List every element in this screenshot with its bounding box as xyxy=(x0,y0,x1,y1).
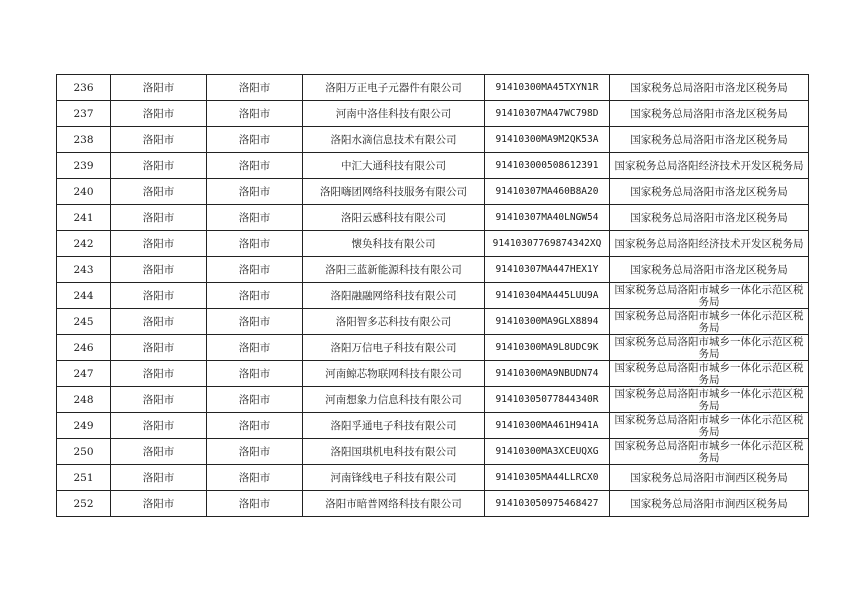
city-cell: 洛阳市 xyxy=(111,75,207,101)
district-cell: 洛阳市 xyxy=(207,101,303,127)
city-cell: 洛阳市 xyxy=(111,387,207,413)
credit-code-cell: 91410307MA40LNGW54 xyxy=(485,205,610,231)
tax-authority-cell: 国家税务总局洛阳市城乡一体化示范区税务局 xyxy=(610,439,809,465)
credit-code-cell: 91410307MA47WC798D xyxy=(485,101,610,127)
table-row xyxy=(57,413,809,439)
credit-code-cell: 91410305077844340R xyxy=(485,387,610,413)
credit-code-cell: 91410300MA9L8UDC9K xyxy=(485,335,610,361)
table-row xyxy=(57,127,809,153)
table-body xyxy=(57,75,809,517)
credit-code-cell: 91410300MA45TXYN1R xyxy=(485,75,610,101)
company-name-cell: 洛阳三蓝新能源科技有限公司 xyxy=(303,257,485,283)
enterprise-registry-table xyxy=(56,74,809,517)
serial-number-cell: 239 xyxy=(57,153,111,179)
credit-code-cell: 91410307MA460B8A20 xyxy=(485,179,610,205)
table-row xyxy=(57,465,809,491)
company-name-cell: 洛阳智多芯科技有限公司 xyxy=(303,309,485,335)
district-cell: 洛阳市 xyxy=(207,257,303,283)
serial-number-cell: 250 xyxy=(57,439,111,465)
table-row xyxy=(57,205,809,231)
city-cell: 洛阳市 xyxy=(111,257,207,283)
company-name-cell: 洛阳万正电子元器件有限公司 xyxy=(303,75,485,101)
city-cell: 洛阳市 xyxy=(111,153,207,179)
serial-number-cell: 248 xyxy=(57,387,111,413)
company-name-cell: 洛阳嗨团网络科技服务有限公司 xyxy=(303,179,485,205)
table-row xyxy=(57,439,809,465)
district-cell: 洛阳市 xyxy=(207,413,303,439)
district-cell: 洛阳市 xyxy=(207,387,303,413)
district-cell: 洛阳市 xyxy=(207,179,303,205)
table-row xyxy=(57,491,809,517)
serial-number-cell: 238 xyxy=(57,127,111,153)
table-row xyxy=(57,283,809,309)
district-cell: 洛阳市 xyxy=(207,127,303,153)
tax-authority-cell: 国家税务总局洛阳市城乡一体化示范区税务局 xyxy=(610,387,809,413)
table-row xyxy=(57,361,809,387)
tax-authority-cell: 国家税务总局洛阳市洛龙区税务局 xyxy=(610,127,809,153)
table-row xyxy=(57,257,809,283)
tax-authority-cell: 国家税务总局洛阳市洛龙区税务局 xyxy=(610,179,809,205)
tax-authority-cell: 国家税务总局洛阳市城乡一体化示范区税务局 xyxy=(610,335,809,361)
city-cell: 洛阳市 xyxy=(111,231,207,257)
table-row xyxy=(57,387,809,413)
serial-number-cell: 251 xyxy=(57,465,111,491)
district-cell: 洛阳市 xyxy=(207,465,303,491)
tax-authority-cell: 国家税务总局洛阳市城乡一体化示范区税务局 xyxy=(610,309,809,335)
company-name-cell: 河南锋线电子科技有限公司 xyxy=(303,465,485,491)
table-row xyxy=(57,231,809,257)
company-name-cell: 洛阳水滴信息技术有限公司 xyxy=(303,127,485,153)
credit-code-cell: 914103000508612391 xyxy=(485,153,610,179)
serial-number-cell: 249 xyxy=(57,413,111,439)
credit-code-cell: 91410307MA447HEX1Y xyxy=(485,257,610,283)
serial-number-cell: 237 xyxy=(57,101,111,127)
tax-authority-cell: 国家税务总局洛阳市洛龙区税务局 xyxy=(610,257,809,283)
table-row xyxy=(57,179,809,205)
city-cell: 洛阳市 xyxy=(111,361,207,387)
serial-number-cell: 240 xyxy=(57,179,111,205)
serial-number-cell: 243 xyxy=(57,257,111,283)
tax-authority-cell: 国家税务总局洛阳市城乡一体化示范区税务局 xyxy=(610,413,809,439)
district-cell: 洛阳市 xyxy=(207,75,303,101)
serial-number-cell: 247 xyxy=(57,361,111,387)
credit-code-cell: 914103050975468427 xyxy=(485,491,610,517)
table-row xyxy=(57,153,809,179)
city-cell: 洛阳市 xyxy=(111,127,207,153)
company-name-cell: 洛阳云感科技有限公司 xyxy=(303,205,485,231)
district-cell: 洛阳市 xyxy=(207,335,303,361)
serial-number-cell: 246 xyxy=(57,335,111,361)
city-cell: 洛阳市 xyxy=(111,491,207,517)
company-name-cell: 河南鲸芯物联网科技有限公司 xyxy=(303,361,485,387)
serial-number-cell: 242 xyxy=(57,231,111,257)
tax-authority-cell: 国家税务总局洛阳市城乡一体化示范区税务局 xyxy=(610,283,809,309)
credit-code-cell: 91410307769874342XQ xyxy=(485,231,610,257)
city-cell: 洛阳市 xyxy=(111,439,207,465)
company-name-cell: 洛阳国琪机电科技有限公司 xyxy=(303,439,485,465)
table-row xyxy=(57,309,809,335)
tax-authority-cell: 国家税务总局洛阳市涧西区税务局 xyxy=(610,465,809,491)
company-name-cell: 洛阳万信电子科技有限公司 xyxy=(303,335,485,361)
company-name-cell: 洛阳融融网络科技有限公司 xyxy=(303,283,485,309)
credit-code-cell: 91410300MA461H941A xyxy=(485,413,610,439)
company-name-cell: 懐奂科技有限公司 xyxy=(303,231,485,257)
tax-authority-cell: 国家税务总局洛阳市城乡一体化示范区税务局 xyxy=(610,361,809,387)
company-name-cell: 河南想象力信息科技有限公司 xyxy=(303,387,485,413)
company-name-cell: 洛阳市暗普网络科技有限公司 xyxy=(303,491,485,517)
serial-number-cell: 244 xyxy=(57,283,111,309)
company-name-cell: 洛阳孚通电子科技有限公司 xyxy=(303,413,485,439)
district-cell: 洛阳市 xyxy=(207,361,303,387)
city-cell: 洛阳市 xyxy=(111,465,207,491)
district-cell: 洛阳市 xyxy=(207,153,303,179)
city-cell: 洛阳市 xyxy=(111,335,207,361)
tax-authority-cell: 国家税务总局洛阳市涧西区税务局 xyxy=(610,491,809,517)
credit-code-cell: 91410300MA9NBUDN74 xyxy=(485,361,610,387)
company-name-cell: 河南中洛佳科技有限公司 xyxy=(303,101,485,127)
city-cell: 洛阳市 xyxy=(111,283,207,309)
district-cell: 洛阳市 xyxy=(207,283,303,309)
city-cell: 洛阳市 xyxy=(111,413,207,439)
table-row xyxy=(57,335,809,361)
tax-authority-cell: 国家税务总局洛阳市洛龙区税务局 xyxy=(610,101,809,127)
credit-code-cell: 91410304MA445LUU9A xyxy=(485,283,610,309)
serial-number-cell: 252 xyxy=(57,491,111,517)
tax-authority-cell: 国家税务总局洛阳市洛龙区税务局 xyxy=(610,75,809,101)
tax-authority-cell: 国家税务总局洛阳经济技术开发区税务局 xyxy=(610,153,809,179)
city-cell: 洛阳市 xyxy=(111,205,207,231)
table-row xyxy=(57,101,809,127)
district-cell: 洛阳市 xyxy=(207,491,303,517)
credit-code-cell: 91410300MA9GLX8894 xyxy=(485,309,610,335)
city-cell: 洛阳市 xyxy=(111,101,207,127)
credit-code-cell: 91410300MA3XCEUQXG xyxy=(485,439,610,465)
serial-number-cell: 245 xyxy=(57,309,111,335)
credit-code-cell: 91410300MA9M2QK53A xyxy=(485,127,610,153)
tax-authority-cell: 国家税务总局洛阳市洛龙区税务局 xyxy=(610,205,809,231)
company-name-cell: 中汇大通科技有限公司 xyxy=(303,153,485,179)
city-cell: 洛阳市 xyxy=(111,179,207,205)
district-cell: 洛阳市 xyxy=(207,231,303,257)
table-row xyxy=(57,75,809,101)
tax-authority-cell: 国家税务总局洛阳经济技术开发区税务局 xyxy=(610,231,809,257)
serial-number-cell: 236 xyxy=(57,75,111,101)
credit-code-cell: 91410305MA44LLRCX0 xyxy=(485,465,610,491)
city-cell: 洛阳市 xyxy=(111,309,207,335)
district-cell: 洛阳市 xyxy=(207,439,303,465)
serial-number-cell: 241 xyxy=(57,205,111,231)
district-cell: 洛阳市 xyxy=(207,205,303,231)
district-cell: 洛阳市 xyxy=(207,309,303,335)
